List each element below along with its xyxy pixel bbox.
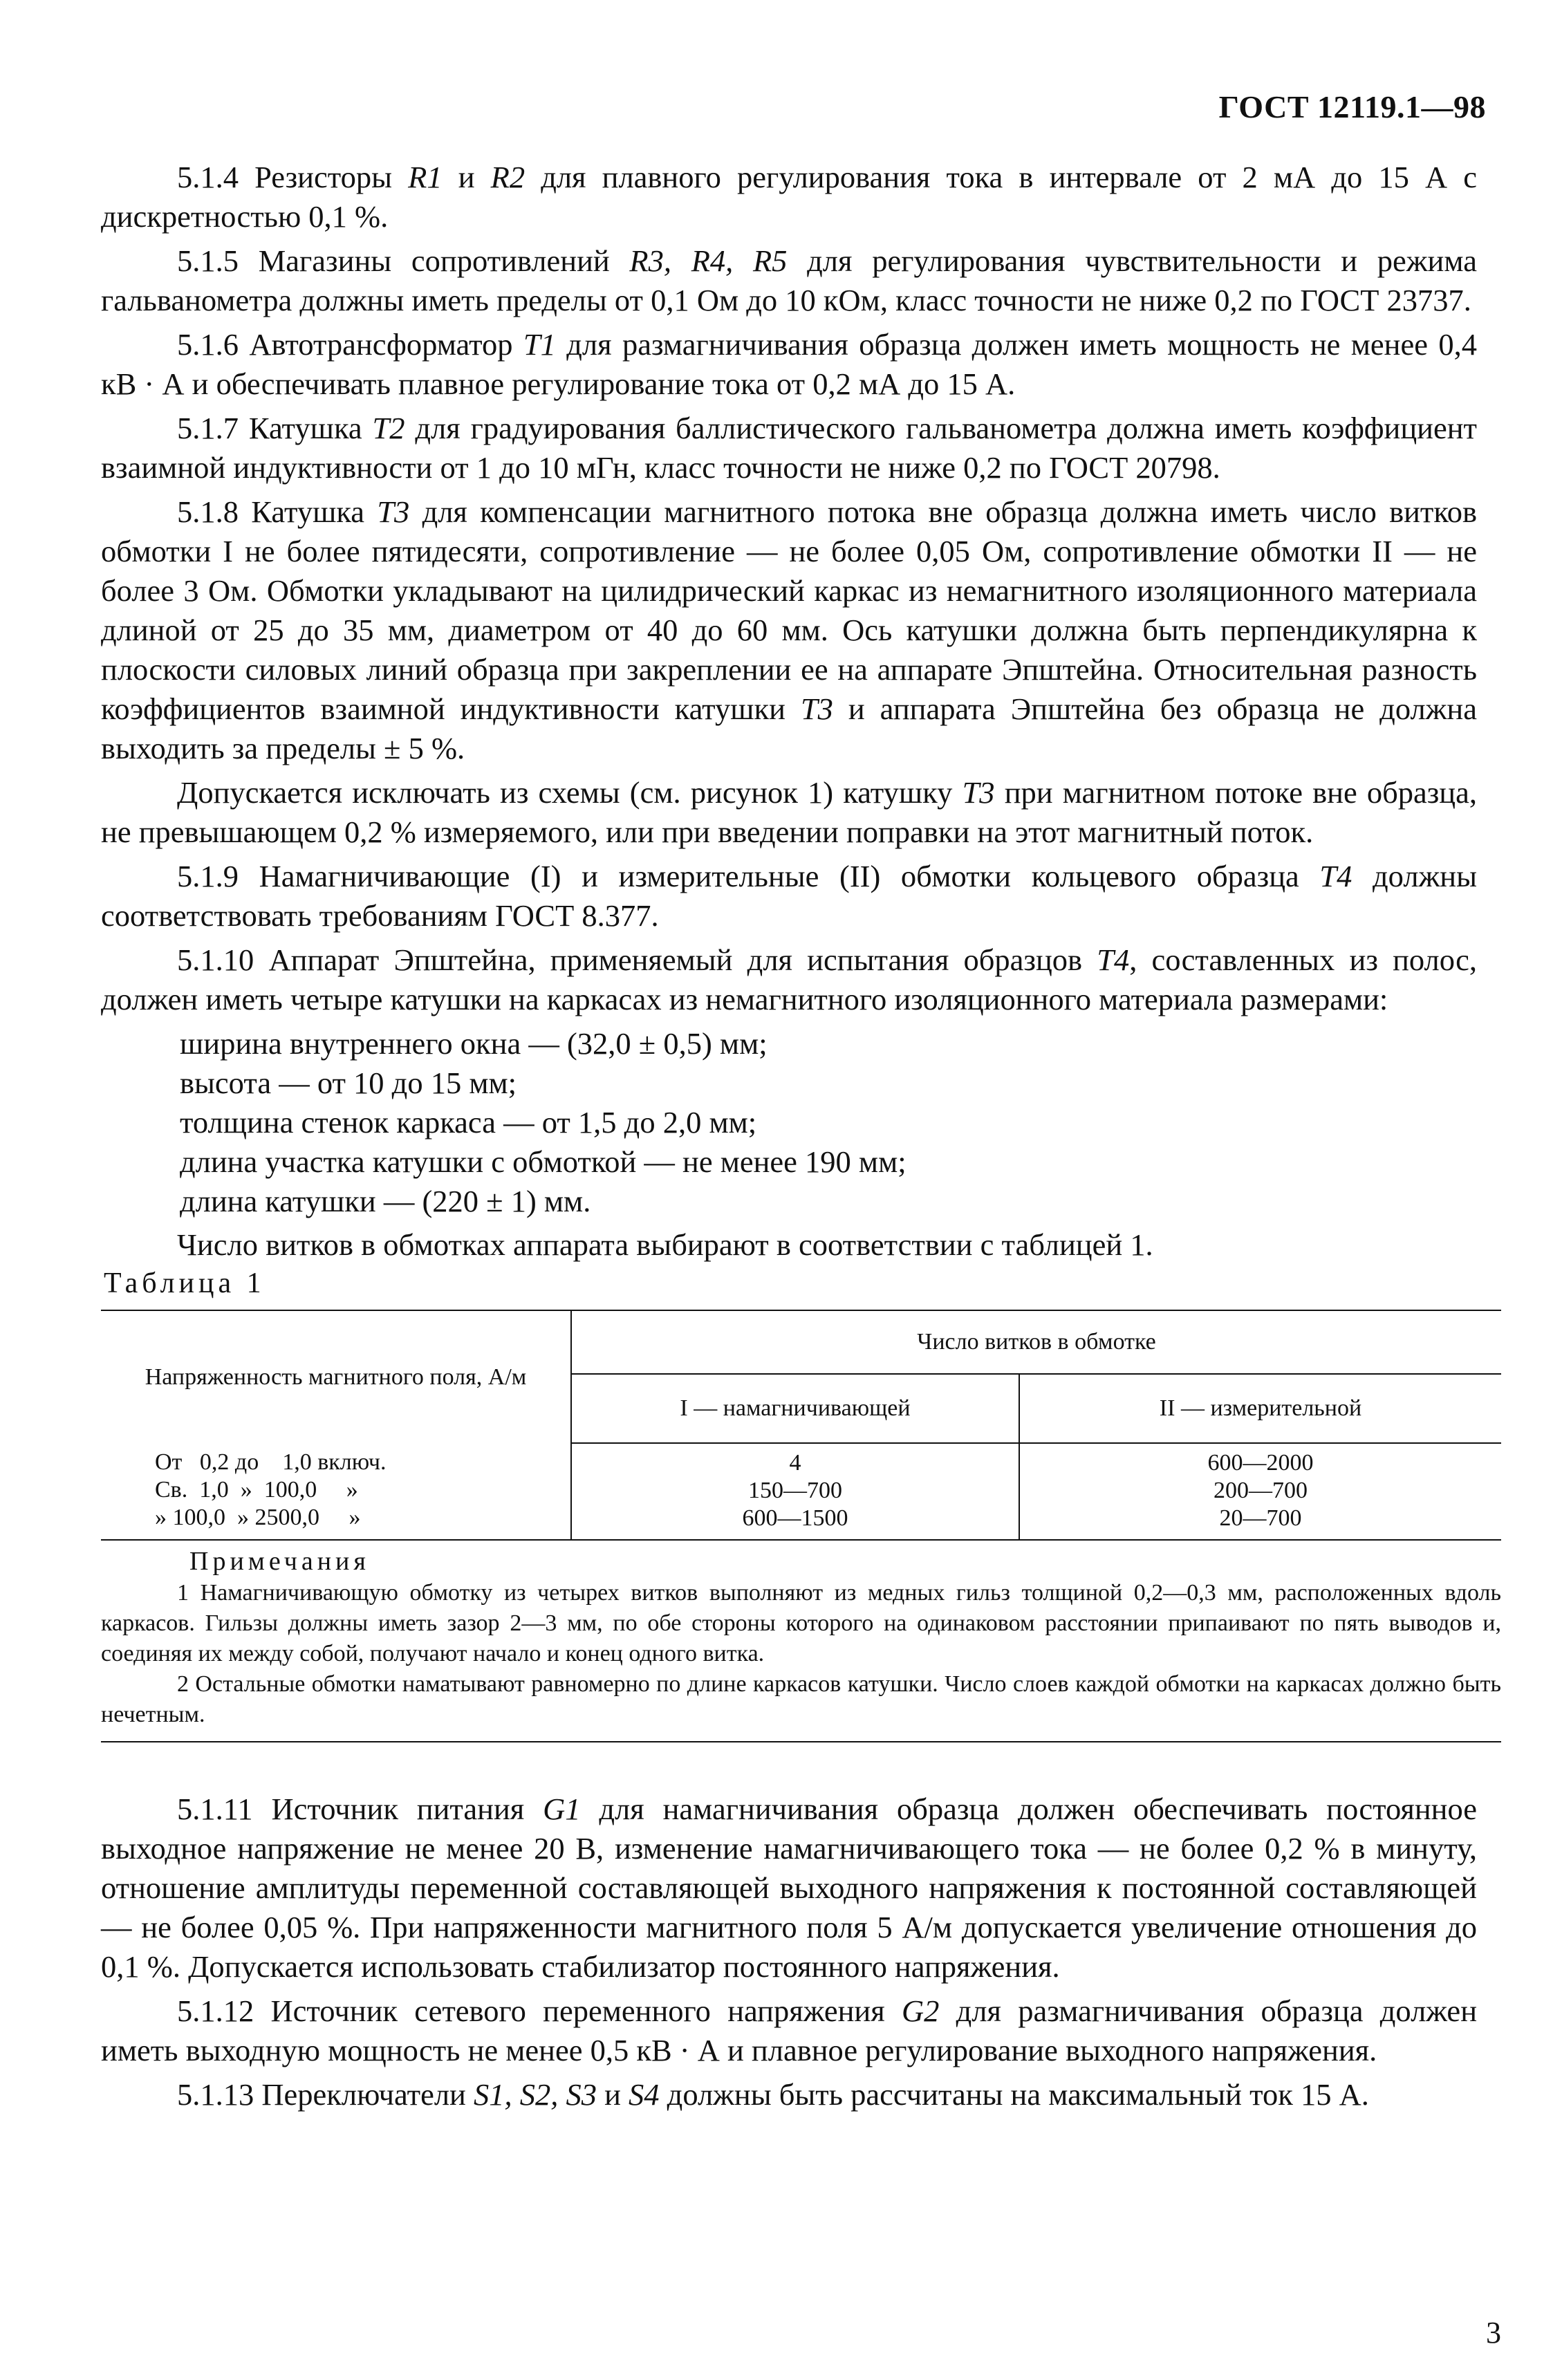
text-segment: 5.1.12 Источник сетевого переменного напряжения — [177, 1993, 902, 2028]
paragraph-5-1-8 — [101, 492, 1477, 768]
paragraph-5-1-5 — [101, 241, 1477, 320]
table-row-field: » 100,0 » 2500,0 » — [155, 1505, 361, 1530]
list-item: длина участка катушки с обмоткой — не менее 190 мм; — [180, 1144, 906, 1179]
text-segment: 5.1.8 Катушка — [177, 494, 378, 529]
paragraph-5-1-4 — [101, 158, 1477, 236]
table-caption: Таблица 1 — [104, 1267, 266, 1299]
symbol-s4: S4 — [629, 2077, 660, 2112]
table-notes — [101, 1540, 1501, 1742]
text-segment: для компенсации магнитного потока вне образца должна иметь число витков обмотки I не более пятидесяти, сопротивление — не более 0,05 Ом, сопротивление обмотки II — не более 3 Ом. Обмотки укладывают на цилидрический каркас из немагнитного изоляционного материала длиной от 25 до 35 мм, диаметром от 40 до 60 мм. Ось катушки должна быть перпендикулярна к плоскости силовых линий образца при закреплении ее на аппарате Эпштейна. Относительная разность коэффициентов взаимной индуктивности катушки — [101, 494, 1477, 726]
symbol-t4: T4 — [1097, 942, 1130, 977]
note-1: 1 Намагничивающую обмотку из четырех витков выполняют из медных гильз толщиной 0,2—0,3 мм, расположенных вдоль каркасов. Гильзы должны иметь зазор 2—3 мм, по обе стороны которого на одинаковом расстоянии припаивают по пять выводов и, соединяя их между собой, получают начало и конец одного витка. — [101, 1580, 1501, 1666]
column-header-measuring: II — измерительной — [1019, 1374, 1501, 1443]
paragraph-5-1-6 — [101, 325, 1477, 404]
text-segment: , составленных из полос, должен иметь четыре катушки на каркасах из немагнитного изоляционного материала размерами: — [101, 942, 1478, 1016]
text-segment: должны быть рассчитаны на максимальный ток 15 А. — [659, 2077, 1369, 2112]
list-item: длина катушки — (220 ± 1) мм. — [180, 1184, 591, 1218]
table-row-magnetizing: 150—700 — [748, 1478, 842, 1503]
text-segment: и аппарата Эпштейна без образца не должна выходить за пределы ± 5 %. — [101, 691, 1477, 765]
text-segment: 5.1.13 Переключатели — [177, 2077, 474, 2112]
list-item: ширина внутреннего окна — (32,0 ± 0,5) мм; — [180, 1026, 768, 1061]
paragraph-5-1-11 — [101, 1789, 1477, 1987]
turns-table — [101, 1310, 1501, 1742]
symbol-s1-s2-s3: S1, S2, S3 — [473, 2077, 597, 2112]
text-segment: 5.1.5 Магазины сопротивлений — [177, 243, 630, 278]
lower-body-text — [101, 1789, 1477, 2119]
table-row-measuring: 600—2000 — [1207, 1450, 1314, 1476]
symbol-t3: T3 — [800, 691, 833, 726]
text-segment: для намагничивания образца должен обеспечивать постоянное выходное напряжение не менее 20 В, изменение намагничивающего тока — не более 0,2 % в минуту, отношение амплитуды переменной составляющей выходного напряжения к постоянной составляющей — не более 0,05 %. При напряженности магнитного поля 5 А/м допускается увеличение отношения до 0,1 %. Допускается использовать стабилизатор постоянного напряжения. — [101, 1792, 1477, 1984]
text-segment: 5.1.7 Катушка — [177, 411, 373, 445]
text-segment: для градуирования баллистического гальванометра должна иметь коэффициент взаимной индуктивности от 1 до 10 мГн, класс точности не ниже 0,2 по ГОСТ 20798. — [101, 411, 1477, 485]
list-item: высота — от 10 до 15 мм; — [180, 1066, 517, 1100]
symbol-t4: T4 — [1319, 859, 1352, 893]
text-segment: 5.1.9 Намагничивающие (I) и измерительные (II) обмотки кольцевого образца — [177, 859, 1320, 893]
symbol-t3: T3 — [962, 775, 995, 810]
symbol-t1: T1 — [523, 327, 556, 362]
symbol-r1: R1 — [408, 160, 443, 194]
text-segment: при магнитном потоке вне образца, не превышающем 0,2 % измеряемого, или при введении поправки на этот магнитный поток. — [101, 775, 1477, 849]
symbol-g2: G2 — [902, 1993, 940, 2028]
list-item: толщина стенок каркаса — от 1,5 до 2,0 мм; — [180, 1105, 757, 1140]
text-segment: 5.1.10 Аппарат Эпштейна, применяемый для испытания образцов — [177, 942, 1097, 977]
paragraph-turns-selection: Число витков в обмотках аппарата выбирают в соответствии с таблицей 1. — [177, 1227, 1153, 1262]
paragraph-5-1-9 — [101, 857, 1477, 936]
table-row-field: Св. 1,0 » 100,0 » — [155, 1477, 358, 1503]
paragraph-5-1-13 — [101, 2075, 1477, 2114]
text-segment: и — [442, 160, 491, 194]
text-segment: 5.1.4 Резисторы — [177, 160, 409, 194]
symbol-r3-r4-r5: R3, R4, R5 — [629, 243, 788, 278]
table-cell-field-ranges — [101, 1443, 571, 1540]
text-segment: 5.1.6 Автотрансформатор — [177, 327, 523, 362]
text-segment: для плавного регулирования тока в интервале от 2 мА до 15 А с дискретностью 0,1 %. — [101, 160, 1477, 234]
standard-code-header: ГОСТ 12119.1—98 — [1218, 89, 1486, 124]
table-cell-measuring-values — [1019, 1443, 1501, 1540]
note-2: 2 Остальные обмотки наматывают равномерно по длине каркасов катушки. Число слоев каждой обмотки на каркасах должно быть нечетным. — [101, 1671, 1501, 1727]
symbol-r2: R2 — [490, 160, 526, 194]
table-row-field: От 0,2 до 1,0 включ. — [155, 1449, 387, 1475]
column-group-header-turns: Число витков в обмотке — [571, 1310, 1501, 1374]
symbol-t3: T3 — [377, 494, 410, 529]
paragraph-5-1-10 — [101, 940, 1477, 1019]
paragraph-5-1-12 — [101, 1991, 1477, 2070]
paragraph-5-1-7 — [101, 409, 1477, 487]
main-body-text — [101, 158, 1477, 1270]
paragraph-allowance — [101, 773, 1477, 852]
table-row-measuring: 20—700 — [1219, 1505, 1302, 1531]
table-row-magnetizing: 4 — [789, 1450, 801, 1476]
text-segment: для регулирования чувствительности и режима гальванометра должны иметь пределы от 0,1 Ом до 10 кОм, класс точности не ниже 0,2 по ГОСТ 23737. — [101, 243, 1477, 317]
text-segment: для размагничивания образца должен иметь мощность не менее 0,4 кВ · А и обеспечивать плавное регулирование тока от 0,2 мА до 15 А. — [101, 327, 1477, 401]
text-segment: 5.1.11 Источник питания — [177, 1792, 543, 1826]
page-number: 3 — [1486, 2316, 1501, 2350]
table-row-measuring: 200—700 — [1214, 1478, 1308, 1503]
table-cell-magnetizing-values — [571, 1443, 1019, 1540]
text-segment: и — [596, 2077, 629, 2112]
column-header-magnetizing: I — намагничивающей — [571, 1374, 1019, 1443]
text-segment: для размагничивания образца должен иметь выходную мощность не менее 0,5 кВ · А и плавное регулирование выходного напряжения. — [101, 1993, 1478, 2067]
text-segment: должны соответствовать требованиям ГОСТ 8.377. — [101, 859, 1477, 933]
symbol-g1: G1 — [543, 1792, 581, 1826]
table-row-magnetizing: 600—1500 — [742, 1505, 848, 1531]
column-header-field-strength: Напряженность магнитного поля, А/м — [101, 1310, 571, 1443]
notes-title: Примечания — [189, 1547, 370, 1576]
symbol-t2: T2 — [372, 411, 405, 445]
text-segment: Допускается исключать из схемы (см. рисунок 1) катушку — [177, 775, 963, 810]
